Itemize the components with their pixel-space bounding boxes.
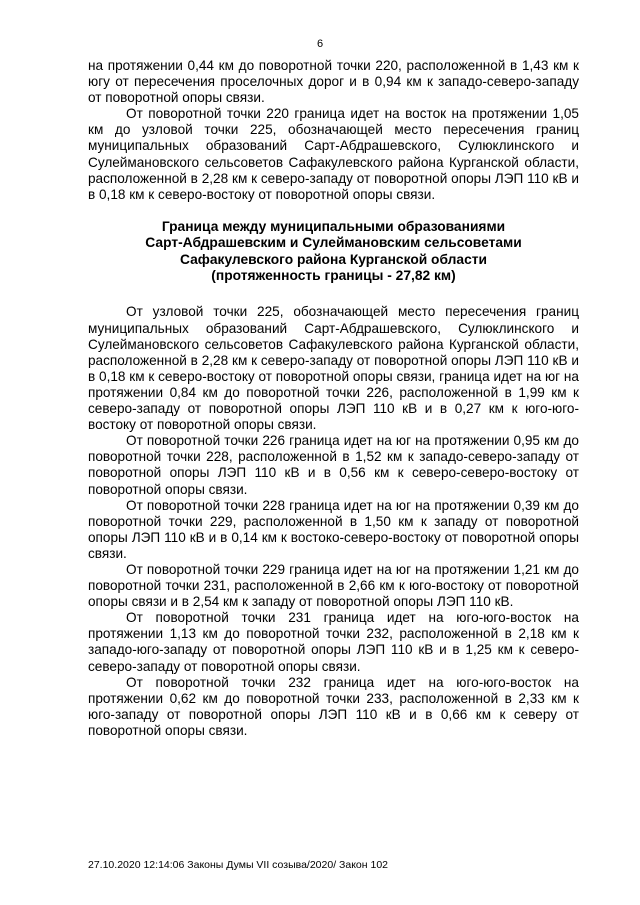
paragraph: на протяжении 0,44 км до поворотной точки 220, расположенной в 1,43 км к югу от пересечения проселочных дорог и в 0,94 км к западо-северо-западу от поворотной опоры связи.: [88, 58, 579, 106]
paragraph: От поворотной точки 232 граница идет на юго-юго-восток на протяжении 0,62 км до поворотной точки 233, расположенной в 2,33 км к юго-западу от поворотной опоры ЛЭП 110 кВ и в 0,66 км к северу от поворотной опоры связи.: [88, 674, 579, 738]
paragraph: От поворотной точки 231 граница идет на юго-юго-восток на протяжении 1,13 км до поворотной точки 232, расположенной в 2,18 км к западо-юго-западу от поворотной опоры ЛЭП 110 кВ и в 1,25 км к северо-северо-западу от поворотной опоры связи.: [88, 610, 579, 674]
paragraph: От поворотной точки 228 граница идет на юг на протяжении 0,39 км до поворотной точки 229, расположенной в 1,50 км к западу от поворотной опоры ЛЭП 110 кВ и в 0,14 км к востоко-северо-востоку от поворотной опоры связи.: [88, 497, 579, 561]
document-body: [88, 58, 579, 739]
heading-line: (протяженность границы - 27,82 км): [211, 268, 456, 284]
paragraph: От узловой точки 225, обозначающей место пересечения границ муниципальных образований Сарт-Абдрашевского, Сулюклинского и Сулеймановского сельсоветов Сафакулевского района Курганской области, расположенной в 2,28 км к северо-западу от поворотной опоры ЛЭП 110 кВ и в 0,18 км к северо-востоку от поворотной опоры связи, граница идет на юг на протяжении 0,84 км до поворотной точки 226, расположенной в 1,99 км к северо-западу от поворотной опоры ЛЭП 110 кВ и в 0,27 км к юго-юго-востоку от поворотной опоры связи.: [88, 304, 579, 433]
heading-line: Сарт-Абдрашевским и Сулеймановским сельсоветами: [145, 235, 522, 251]
paragraph: От поворотной точки 220 граница идет на восток на протяжении 1,05 км до узловой точки 225, обозначающей место пересечения границ муниципальных образований Сарт-Абдрашевского, Сулюклинского и Сулеймановского сельсоветов Сафакулевского района Курганской области, расположенной в 2,28 км к северо-западу от поворотной опоры ЛЭП 110 кВ и в 0,18 км к северо-востоку от поворотной опоры связи.: [88, 106, 579, 202]
heading-line: Сафакулевского района Курганской области: [179, 251, 488, 267]
paragraph: От поворотной точки 226 граница идет на юг на протяжении 0,95 км до поворотной точки 228, расположенной в 1,52 км к западо-северо-западу от поворотной опоры ЛЭП 110 кВ и в 0,56 км к северо-северо-востоку от поворотной опоры связи.: [88, 433, 579, 497]
paragraph: От поворотной точки 229 граница идет на юг на протяжении 1,21 км до поворотной точки 231, расположенной в 2,66 км к юго-востоку от поворотной опоры связи и в 2,54 км к западу от поворотной опоры ЛЭП 110 кВ.: [88, 561, 579, 610]
page-number: 6: [316, 38, 324, 50]
section-heading: [88, 219, 579, 285]
heading-line: Граница между муниципальными образованиями: [161, 218, 506, 234]
document-footer: 27.10.2020 12:14:06 Законы Думы VII созыва/2020/ Закон 102: [88, 859, 388, 871]
